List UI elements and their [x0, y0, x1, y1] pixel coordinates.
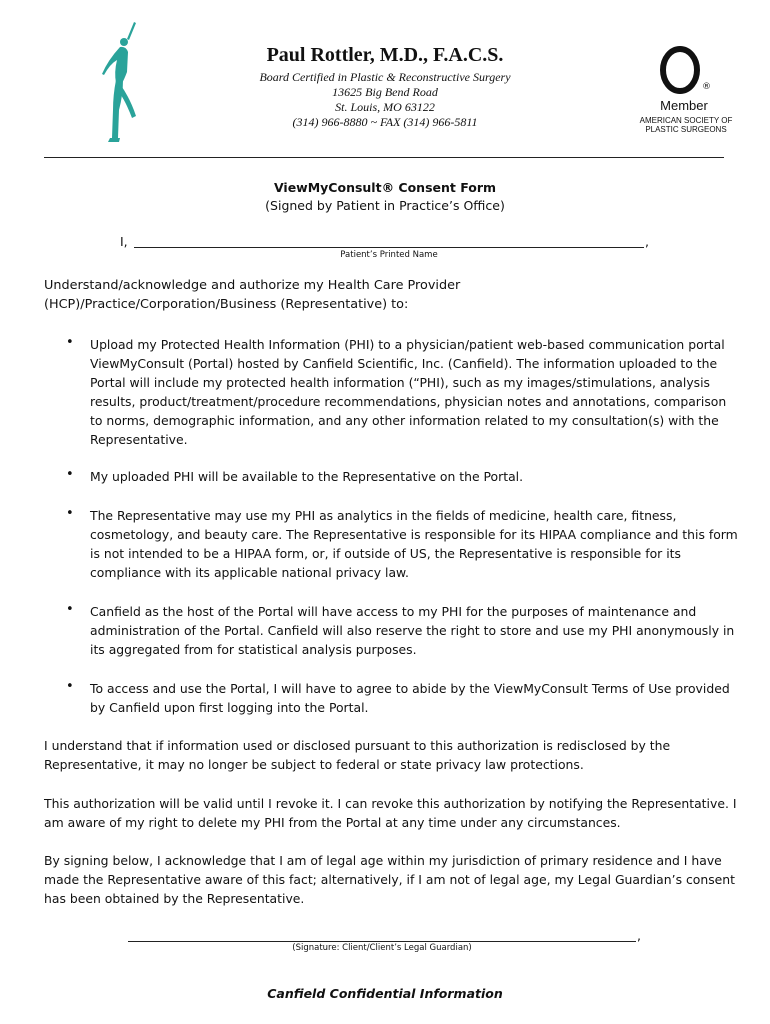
asps-org-line-2: PLASTIC SURGEONS — [645, 125, 727, 134]
bullet-icon: • — [66, 506, 74, 521]
signature-field[interactable] — [128, 929, 636, 942]
footer-confidential: Canfield Confidential Information — [267, 986, 503, 1001]
name-suffix: , — [645, 234, 649, 249]
form-title: ViewMyConsult® Consent Form — [273, 180, 497, 195]
registered-mark: ® — [702, 82, 711, 92]
bullet-canfield-access: Canfield as the host of the Portal will have access to my PHI for the purposes of maintenance and administration of the Portal. Canfield will also reserve the right to store and use my PHI anonymously in its aggregated from for statistical analysis purposes. — [90, 604, 735, 657]
asps-member-badge — [632, 40, 742, 140]
bullet-icon: • — [66, 602, 74, 617]
bullet-icon: • — [66, 467, 74, 482]
bullet-analytics: The Representative may use my PHI as analytics in the fields of medicine, health care, fitness, cosmetology, and beauty care. The Representative is responsible for its HIPAA compliance and this form is not intended to be a HIPAA form, or, if outside of US, the Representative is responsible for its compliance with its applicable national privacy law. — [90, 508, 738, 580]
bullet-upload-phi: Upload my Protected Health Information (PHI) to a physician/patient web-based communication portal ViewMyConsult (Portal) hosted by Canfield Scientific, Inc. (Canfield). The information uploaded to the Portal will include my protected health information (“PHI), such as my images/stimulations, analysis results, product/treatment/procedure recommendations, physician notes and annotations, comparison to norms, demographic information, and any other information related to my consultation(s) with the Representative. — [90, 337, 727, 447]
revocation-paragraph: This authorization will be valid until I revoke it. I can revoke this authorization by notifying the Representative. I am aware of my right to delete my PHI from the Portal at any time under any circumstances. — [44, 796, 737, 830]
legal-age-paragraph: By signing below, I acknowledge that I am of legal age within my jurisdiction of primary residence and I have made the Representative aware of this fact; alternatively, if I am not of legal age, my Legal Guardian’s consent has been obtained by the Representative. — [44, 853, 735, 906]
form-subtitle: (Signed by Patient in Practice’s Office) — [265, 198, 505, 213]
member-label: Member — [660, 98, 708, 113]
patient-name-caption: Patient’s Printed Name — [340, 250, 438, 260]
asps-ring-icon — [656, 42, 706, 96]
bullet-terms-of-use: To access and use the Portal, I will have to agree to abide by the ViewMyConsult Terms of Use provided by Canfield upon first logging into the Portal. — [90, 681, 730, 715]
address-line-2: St. Louis, MO 63122 — [335, 100, 435, 114]
board-certification: Board Certified in Plastic & Reconstructive Surgery — [259, 70, 511, 84]
bullet-icon: • — [66, 335, 74, 350]
address-line-1: 13625 Big Bend Road — [332, 85, 438, 99]
patient-name-field[interactable] — [134, 235, 644, 248]
header-divider — [44, 157, 724, 158]
asps-org-line-1: AMERICAN SOCIETY OF — [639, 116, 733, 125]
name-prefix: I, — [120, 234, 128, 249]
redisclosure-paragraph: I understand that if information used or disclosed pursuant to this authorization is redisclosed by the Representative, it may no longer be subject to federal or state privacy law protections. — [44, 738, 671, 772]
signature-caption: (Signature: Client/Client’s Legal Guardian) — [292, 943, 472, 953]
physician-name: Paul Rottler, M.D., F.A.C.S. — [266, 44, 504, 66]
bullet-phi-available: My uploaded PHI will be available to the Representative on the Portal. — [90, 469, 524, 484]
phone-fax: (314) 966-8880 ~ FAX (314) 966-5811 — [292, 115, 478, 129]
signature-suffix: , — [637, 928, 641, 943]
bullet-icon: • — [66, 679, 74, 694]
intro-text: Understand/acknowledge and authorize my Health Care Provider (HCP)/Practice/Corporation/Business (Representative) to: — [44, 278, 461, 312]
